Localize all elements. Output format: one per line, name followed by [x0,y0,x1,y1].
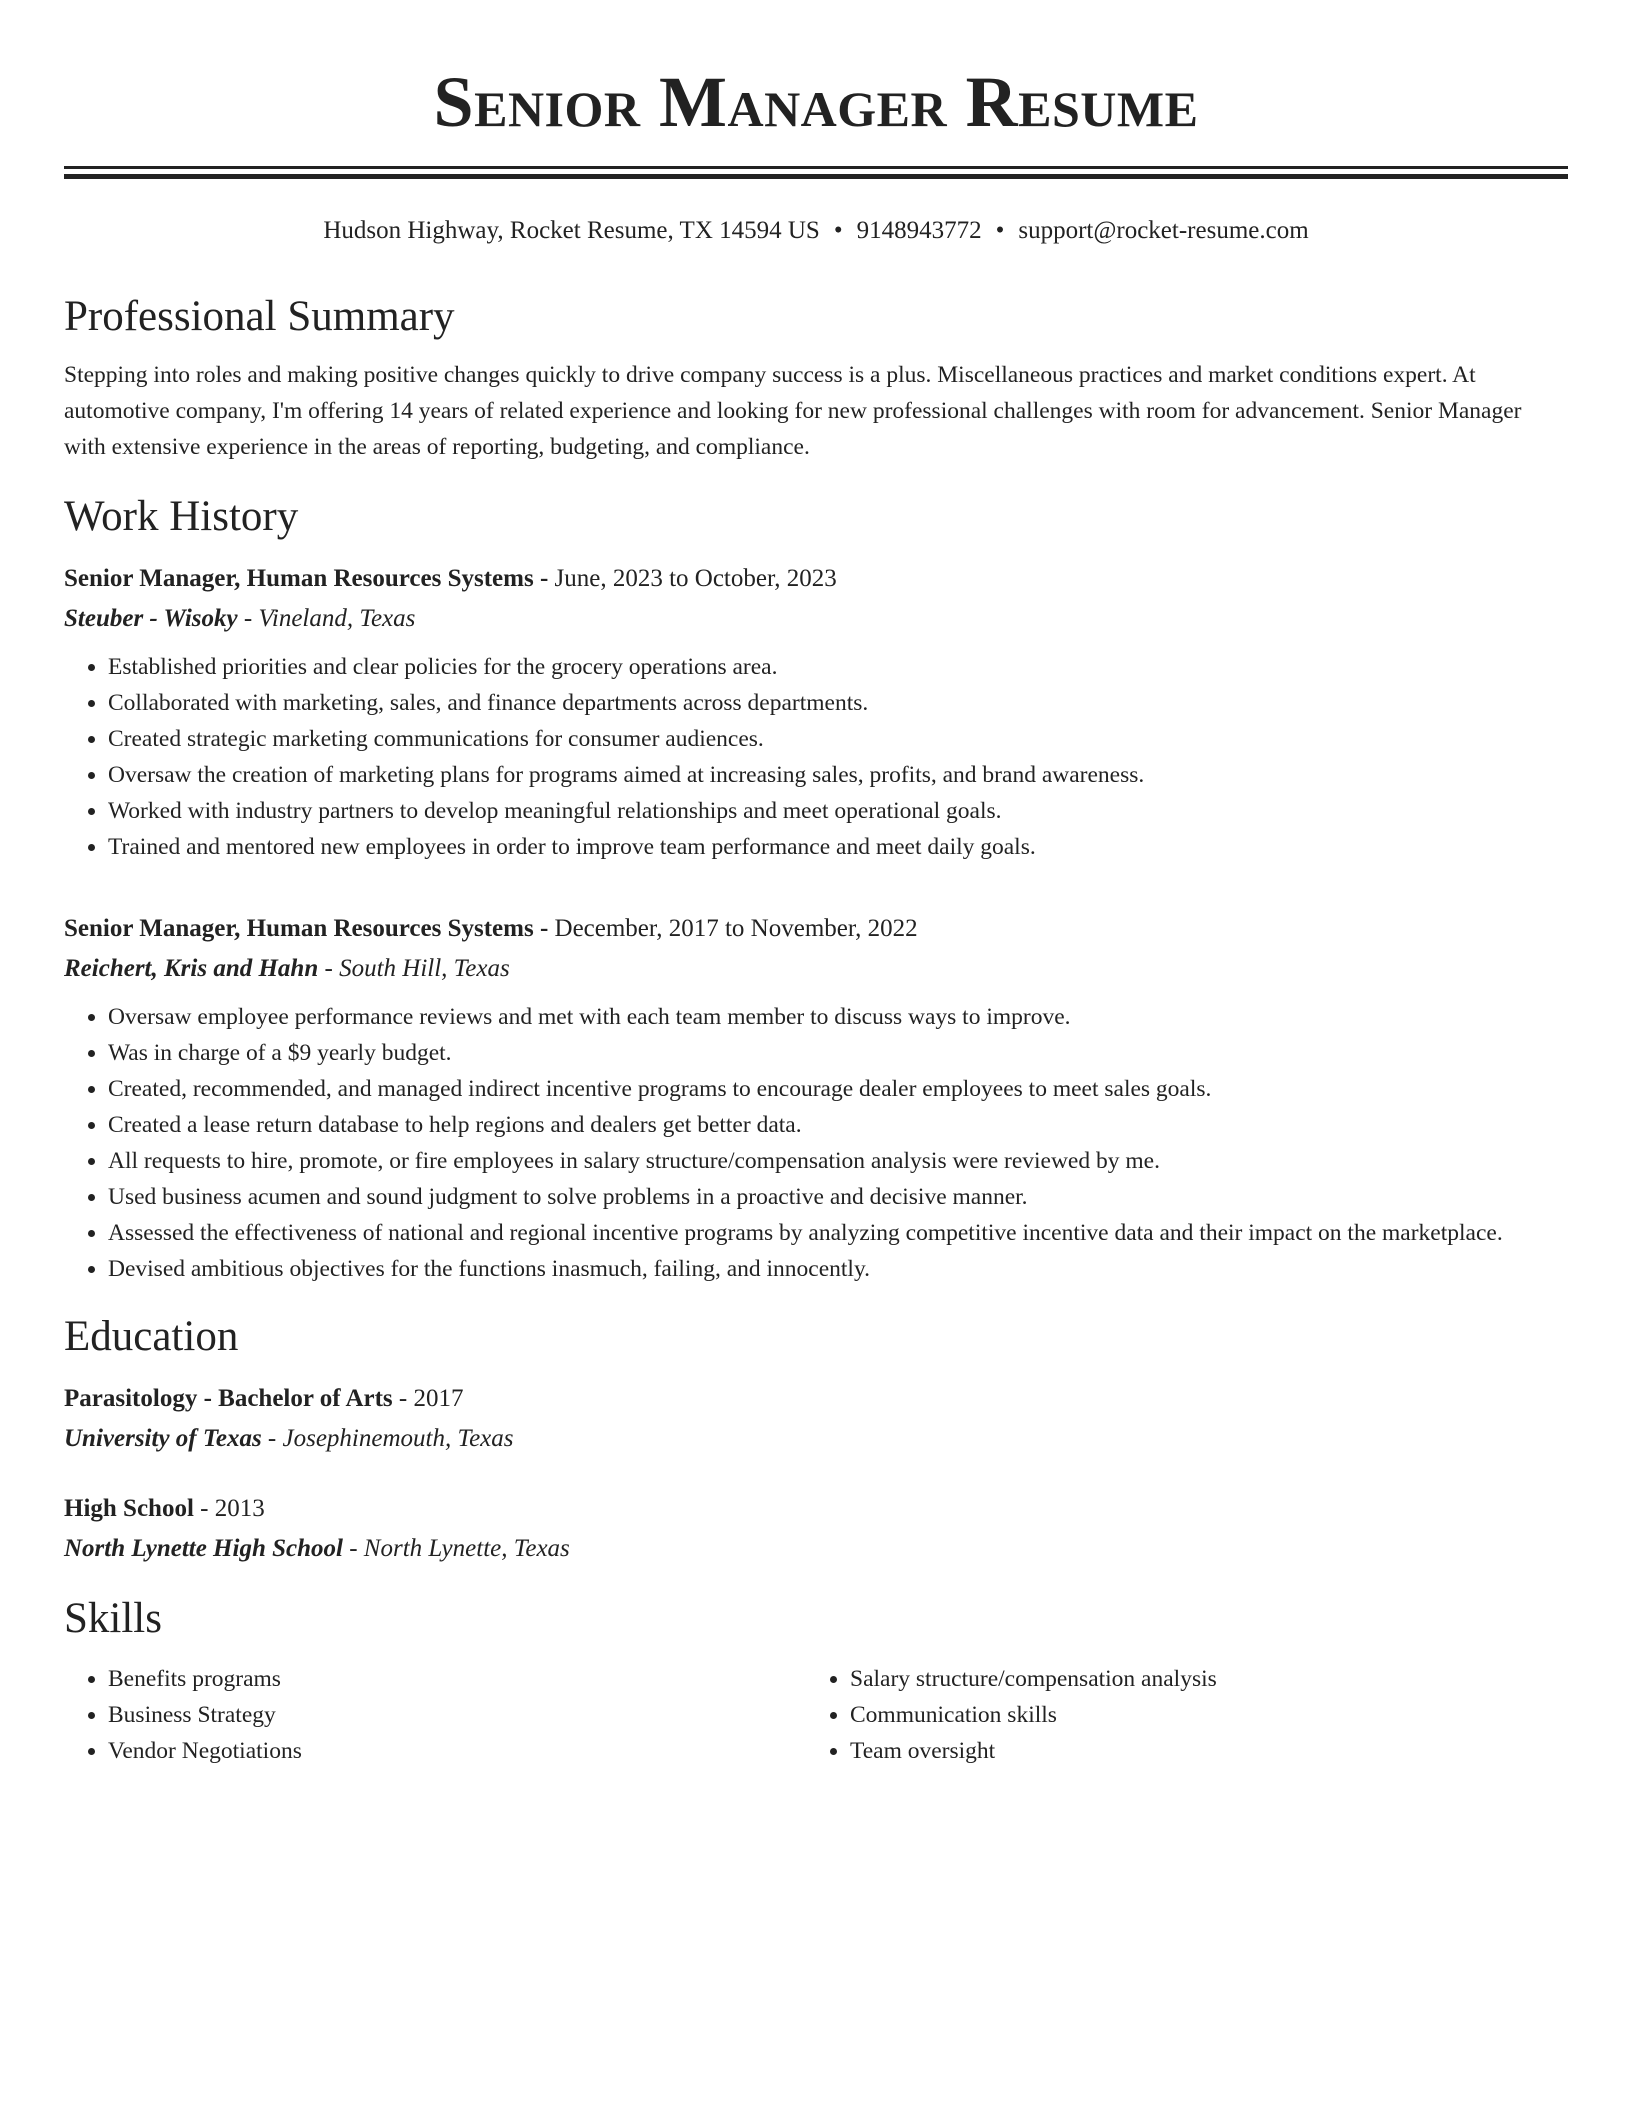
education-entry [64,1489,1568,1569]
title-rule-top [64,166,1568,169]
skills-heading: Skills [64,1595,162,1642]
education-entry [64,1379,1568,1459]
summary-heading: Professional Summary [64,293,455,340]
contact-separator: • [833,217,843,244]
list-item: • Created, recommended, and managed indirect incentive programs to encourage dealer employees to meet sales goals. [108,1071,1568,1107]
job-location: South Hill, Texas [339,955,510,982]
education-school-line: North Lynette High School - North Lynette, Texas [64,1535,570,1562]
work-history-heading: Work History [64,493,299,540]
list-item: • All requests to hire, promote, or fire employees in salary structure/compensation analysis were reviewed by me. [108,1143,1568,1179]
list-item: • Assessed the effectiveness of national and regional incentive programs by analyzing competitive incentive data and their impact on the marketplace. [108,1215,1568,1251]
job-company-line: Reichert, Kris and Hahn - South Hill, Texas [64,955,510,982]
list-item: • Created strategic marketing communications for consumer audiences. [108,721,1568,757]
contact-phone: 9148943772 [856,217,982,244]
list-item: • Collaborated with marketing, sales, and finance departments across departments. [108,685,1568,721]
job-dates: June, 2023 to October, 2023 [554,565,837,592]
list-item: • Oversaw employee performance reviews and met with each team member to discuss ways to improve. [108,999,1568,1035]
skill-item: • Salary structure/compensation analysis [850,1661,1548,1697]
education-location: North Lynette, Texas [363,1535,570,1562]
contact-email: support@rocket-resume.com [1018,217,1309,244]
resume-title: Senior Manager Resume [433,62,1199,142]
job-dates: December, 2017 to November, 2022 [554,915,918,942]
contact-separator: • [995,217,1005,244]
job-bullets [64,649,1568,865]
job-entry [64,559,1568,865]
job-bullets [64,999,1568,1287]
list-item: • Oversaw the creation of marketing plans for programs aimed at increasing sales, profits, and brand awareness. [108,757,1568,793]
education-degree: Parasitology - Bachelor of Arts [64,1385,393,1412]
job-company: Steuber - Wisoky [64,605,238,632]
list-item: • Created a lease return database to help regions and dealers get better data. [108,1107,1568,1143]
list-item: • Devised ambitious objectives for the functions inasmuch, failing, and innocently. [108,1251,1568,1287]
skills-right-column [806,1661,1548,1769]
education-school: North Lynette High School [64,1535,343,1562]
education-year: 2017 [413,1385,464,1412]
education-school-line: University of Texas - Josephinemouth, Texas [64,1425,514,1452]
education-degree-line: High School - 2013 [64,1495,265,1522]
education-heading: Education [64,1313,239,1360]
education-degree: High School [64,1495,194,1522]
skill-item: • Team oversight [850,1733,1548,1769]
education-degree-line: Parasitology - Bachelor of Arts - 2017 [64,1385,464,1412]
education-year: 2013 [214,1495,265,1522]
summary-text: Stepping into roles and making positive changes quickly to drive company success is a plus. Miscellaneous practices and market conditions expert. At automotive company, I'm offering 14 years of related experience and looking for new professional challenges with room for advancement. Senior Manager with extensive experience in the areas of reporting, budgeting, and compliance. [64,362,1522,460]
job-location: Vineland, Texas [258,605,416,632]
education-school: University of Texas [64,1425,262,1452]
list-item: • Established priorities and clear policies for the grocery operations area. [108,649,1568,685]
job-entry [64,909,1568,1287]
skills-columns [64,1661,1568,1769]
title-rule-bottom [64,174,1568,179]
list-item: • Used business acumen and sound judgment to solve problems in a proactive and decisive manner. [108,1179,1568,1215]
job-company: Reichert, Kris and Hahn [64,955,319,982]
job-title-line: Senior Manager, Human Resources Systems - December, 2017 to November, 2022 [64,915,918,942]
skill-item: • Business Strategy [108,1697,806,1733]
skill-item: • Communication skills [850,1697,1548,1733]
skills-left-column [64,1661,806,1769]
contact-address: Hudson Highway, Rocket Resume, TX 14594 US [323,217,820,244]
education-location: Josephinemouth, Texas [282,1425,514,1452]
job-title-line: Senior Manager, Human Resources Systems - June, 2023 to October, 2023 [64,565,837,592]
skill-item: • Vendor Negotiations [108,1733,806,1769]
skill-item: • Benefits programs [108,1661,806,1697]
list-item: • Worked with industry partners to develop meaningful relationships and meet operational goals. [108,793,1568,829]
list-item: • Was in charge of a $9 yearly budget. [108,1035,1568,1071]
job-title: Senior Manager, Human Resources Systems [64,915,534,942]
contact-line [64,215,1568,247]
job-company-line: Steuber - Wisoky - Vineland, Texas [64,605,416,632]
job-title: Senior Manager, Human Resources Systems [64,565,534,592]
list-item: • Trained and mentored new employees in order to improve team performance and meet daily goals. [108,829,1568,865]
